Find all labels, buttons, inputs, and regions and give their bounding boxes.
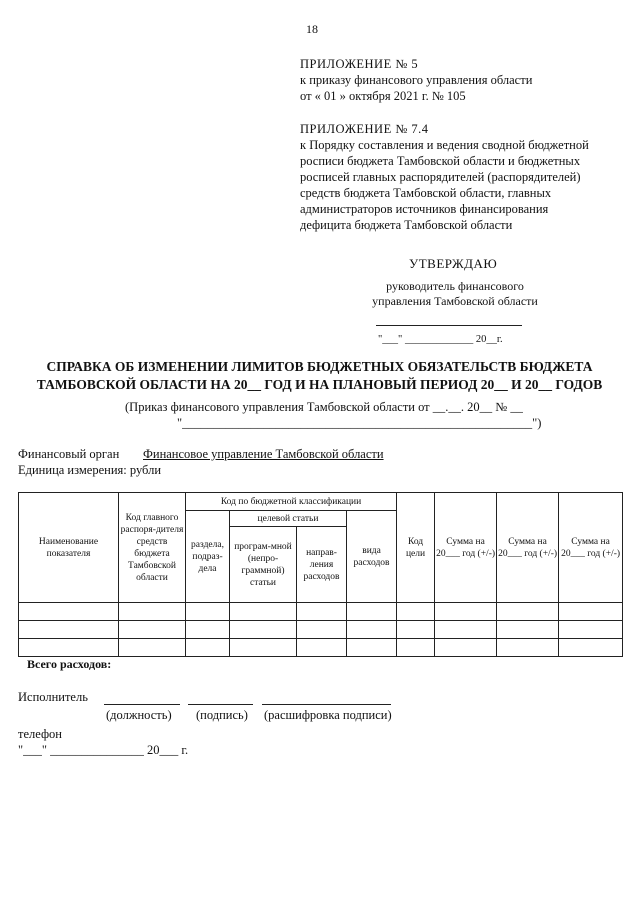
document-title-line1: СПРАВКА ОБ ИЗМЕНЕНИИ ЛИМИТОВ БЮДЖЕТНЫХ ОБЯЗАТЕЛЬСТВ БЮДЖЕТА [46, 359, 593, 374]
order-ref-line1: (Приказ финансового управления Тамбовской области от __.__. 20__ № __ [125, 400, 523, 414]
order-ref-line2: "________________________________________________________") [177, 416, 542, 430]
appendix-7-4-line: дефицита бюджета Тамбовской области [300, 218, 513, 232]
header-sum-3: Сумма на 20___ год (+/-) [559, 493, 623, 603]
header-expense-type: вида расходов [347, 511, 397, 603]
header-main-code: Код главного распоря-дителя средств бюджета Тамбовской области [119, 493, 186, 603]
executor-decoding: (расшифровка подписи) [264, 708, 392, 722]
approve-signature-line [376, 325, 522, 326]
executor-signature: (подпись) [196, 708, 248, 722]
approve-line1: руководитель финансового [386, 279, 524, 293]
appendix-7-4-line: росписей главных распорядителей (распорядителей) [300, 170, 581, 184]
unit-label: Единица измерения: рубли [18, 463, 162, 477]
appendix-7-4-line: к Порядку составления и ведения сводной бюджетной [300, 138, 589, 152]
document-title [0, 358, 639, 394]
header-sum-2: Сумма на 20___ год (+/-) [497, 493, 559, 603]
approve-block [350, 279, 560, 309]
header-target: целевой статьи [230, 511, 347, 527]
executor-position: (должность) [106, 708, 172, 722]
header-budget-class: Код по бюджетной классификации [186, 493, 397, 511]
executor-position-line [104, 704, 180, 705]
header-section: раздела, подраз-дела [186, 511, 230, 603]
fin-body-value: Финансовое управление Тамбовской области [143, 447, 384, 461]
total-label: Всего расходов: [27, 657, 112, 671]
header-name: Наименование показателя [19, 493, 119, 603]
page-number: 18 [306, 22, 318, 36]
header-purpose-code: Код цели [397, 493, 435, 603]
approve-title: УТВЕРЖДАЮ [409, 256, 498, 271]
bottom-date: "___" _______________ 20___ г. [18, 743, 189, 757]
fin-body-label: Финансовый орган [18, 447, 120, 461]
approve-date: "___" _____________ 20__г. [378, 334, 503, 345]
phone-label: телефон [18, 727, 62, 741]
table-row [19, 603, 623, 621]
appendix-7-4-line: росписи бюджета Тамбовской области и бюджетных [300, 154, 581, 168]
executor-decoding-line [262, 704, 391, 705]
appendix-7-4-line: средств бюджета Тамбовской области, главных [300, 186, 552, 200]
appendix-5-line2: от « 01 » октября 2021 г. № 105 [300, 89, 466, 103]
header-direction: направ-ления расходов [297, 527, 347, 603]
executor-label: Исполнитель [18, 690, 88, 704]
appendix-5-line1: к приказу финансового управления области [300, 73, 533, 87]
appendix-7-4-title: ПРИЛОЖЕНИЕ № 7.4 [300, 122, 429, 136]
appendix-7-4 [300, 121, 589, 233]
appendix-7-4-line: администраторов источников финансирования [300, 202, 549, 216]
document-title-line2: ТАМБОВСКОЙ ОБЛАСТИ НА 20__ ГОД И НА ПЛАНОВЫЙ ПЕРИОД 20__ И 20__ ГОДОВ [36, 377, 603, 392]
executor-signature-line [188, 704, 253, 705]
appendix-5-title: ПРИЛОЖЕНИЕ № 5 [300, 57, 419, 71]
table-row [19, 639, 623, 657]
header-program: програм-мной (непро-граммной) статьи [230, 527, 297, 603]
table-row [19, 621, 623, 639]
header-sum-1: Сумма на 20___ год (+/-) [435, 493, 497, 603]
approve-line2: управления Тамбовской области [372, 294, 538, 308]
appendix-5 [300, 56, 532, 104]
limits-table [18, 492, 623, 657]
